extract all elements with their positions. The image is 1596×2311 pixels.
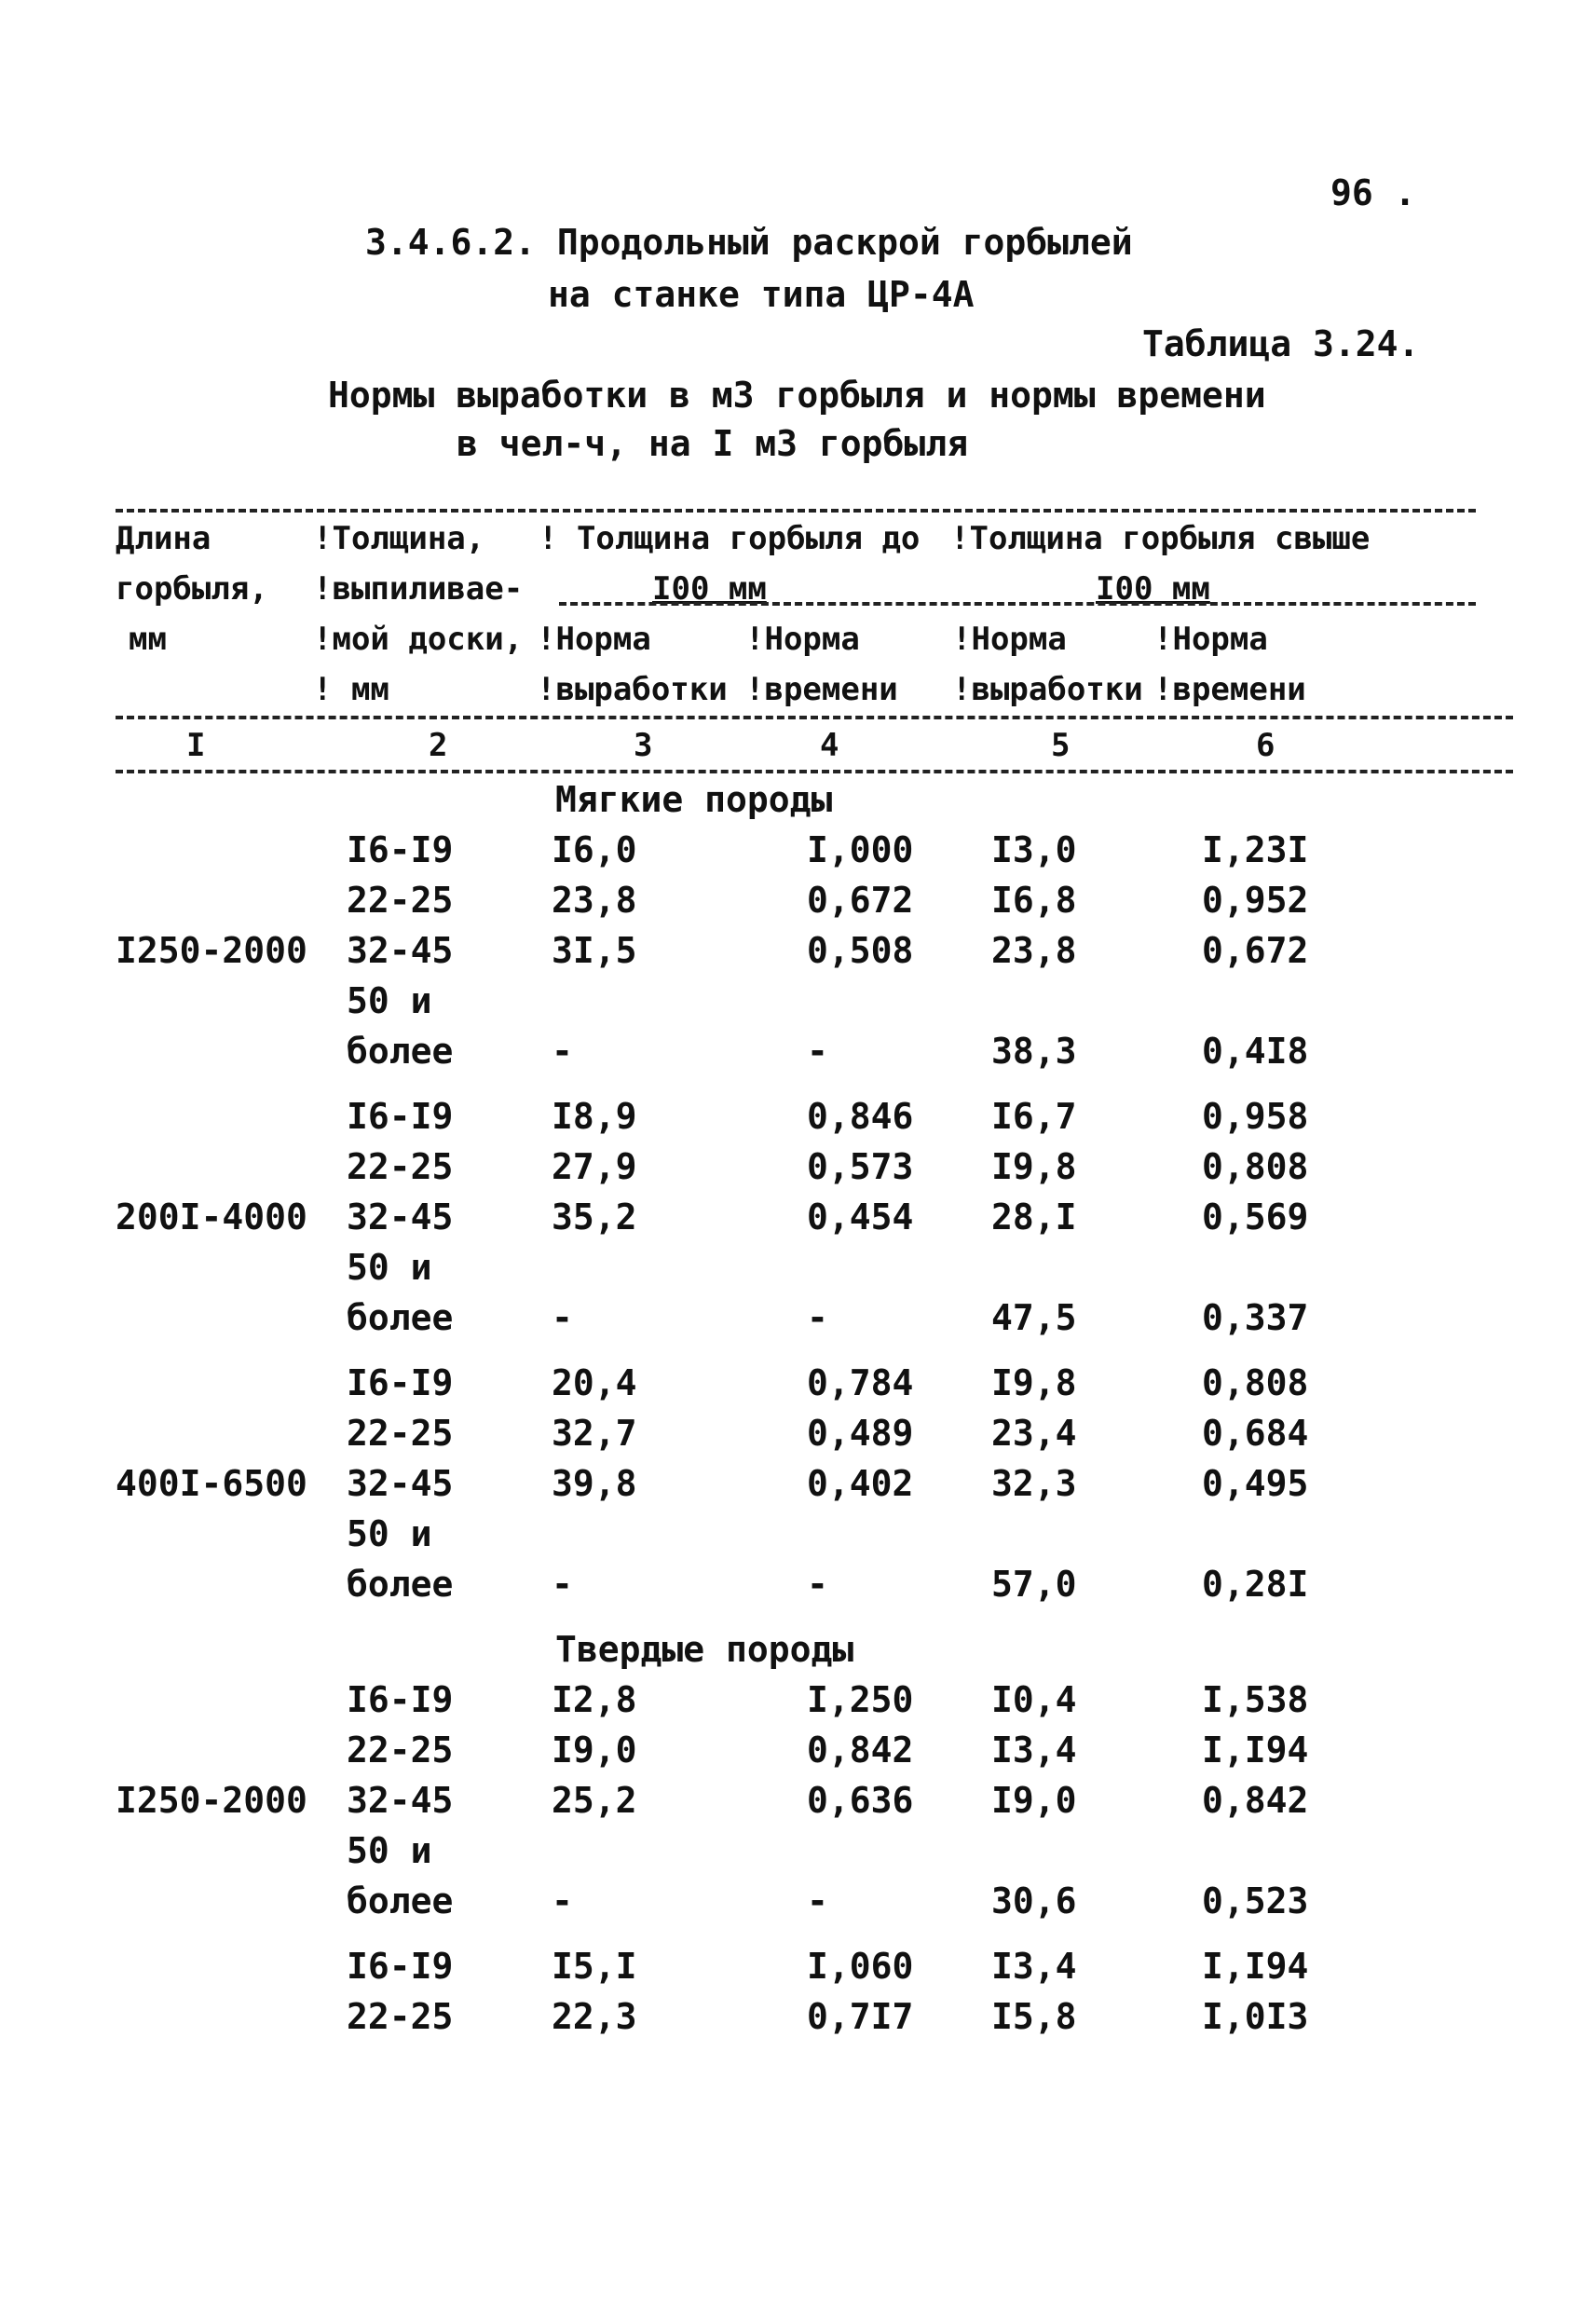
norm-value: - bbox=[552, 1880, 573, 1921]
norm-value: 20,4 bbox=[552, 1362, 637, 1403]
header-output-norm: !Норма bbox=[537, 621, 651, 658]
norm-value: 32,3 bbox=[991, 1463, 1077, 1504]
board-thickness: 22-25 bbox=[347, 1146, 454, 1187]
norm-value: I,23I bbox=[1202, 829, 1309, 870]
column-number: 2 bbox=[429, 727, 448, 764]
header-top-rule bbox=[116, 509, 1476, 513]
norm-value: 0,784 bbox=[807, 1362, 914, 1403]
norm-value: 22,3 bbox=[552, 1996, 637, 2037]
norm-value: 0,573 bbox=[807, 1146, 914, 1187]
norm-value: I,I94 bbox=[1202, 1946, 1309, 1987]
wood-group-title: Твердые породы bbox=[555, 1629, 854, 1670]
column-numbers-rule bbox=[116, 770, 1513, 773]
norm-value: 39,8 bbox=[552, 1463, 637, 1504]
header-bottom-rule bbox=[116, 716, 1513, 719]
norm-value: 27,9 bbox=[552, 1146, 637, 1187]
board-thickness: I6-I9 bbox=[347, 829, 454, 870]
norm-value: I,I94 bbox=[1202, 1730, 1309, 1771]
norm-value: 0,337 bbox=[1202, 1297, 1309, 1338]
norm-value: 23,8 bbox=[991, 930, 1077, 971]
norm-value: I8,9 bbox=[552, 1096, 637, 1137]
norm-value: I9,0 bbox=[552, 1730, 637, 1771]
board-thickness: I6-I9 bbox=[347, 1096, 454, 1137]
length-range: 200I-4000 bbox=[116, 1197, 307, 1238]
norm-value: 0,842 bbox=[1202, 1780, 1309, 1821]
board-thickness: 22-25 bbox=[347, 1413, 454, 1454]
board-thickness: 22-25 bbox=[347, 1730, 454, 1771]
norm-value: 0,523 bbox=[1202, 1880, 1309, 1921]
norm-value: 0,495 bbox=[1202, 1463, 1309, 1504]
board-thickness: 50 и bbox=[347, 1830, 432, 1871]
norm-value: 25,2 bbox=[552, 1780, 637, 1821]
board-thickness: более bbox=[347, 1880, 454, 1921]
norm-value: 57,0 bbox=[991, 1564, 1077, 1605]
table-caption: Нормы выработки в м3 горбыля и нормы времени bbox=[328, 375, 1266, 416]
norm-value: - bbox=[552, 1297, 573, 1338]
header-time-norm-over: !Норма bbox=[1153, 621, 1268, 658]
column-number: 4 bbox=[820, 727, 839, 764]
norm-value: - bbox=[807, 1880, 828, 1921]
norm-value: 0,489 bbox=[807, 1413, 914, 1454]
board-thickness: 50 и bbox=[347, 980, 432, 1021]
wood-group-title: Мягкие породы bbox=[555, 779, 833, 820]
header-length: горбыля, bbox=[116, 570, 268, 608]
norm-value: 0,808 bbox=[1202, 1362, 1309, 1403]
norm-value: I6,8 bbox=[991, 880, 1077, 921]
norm-value: 28,I bbox=[991, 1197, 1077, 1238]
board-thickness: 32-45 bbox=[347, 930, 454, 971]
norm-value: 0,672 bbox=[1202, 930, 1309, 971]
norm-value: 0,7I7 bbox=[807, 1996, 914, 2037]
header-time-norm-over: !времени bbox=[1153, 671, 1306, 708]
board-thickness: 22-25 bbox=[347, 1996, 454, 2037]
norm-value: 32,7 bbox=[552, 1413, 637, 1454]
length-range: I250-2000 bbox=[116, 1780, 307, 1821]
header-group-up-to-100-value: I00 мм bbox=[652, 570, 767, 608]
norm-value: I9,0 bbox=[991, 1780, 1077, 1821]
norm-value: 0,952 bbox=[1202, 880, 1309, 921]
section-title: 3.4.6.2. Продольный раскрой горбылей bbox=[365, 222, 1133, 263]
norm-value: 0,28I bbox=[1202, 1564, 1309, 1605]
norm-value: I3,4 bbox=[991, 1730, 1077, 1771]
norm-value: - bbox=[552, 1564, 573, 1605]
norm-value: 0,454 bbox=[807, 1197, 914, 1238]
header-group-over-100: !Толщина горбыля свыше bbox=[950, 520, 1371, 557]
board-thickness: I6-I9 bbox=[347, 1679, 454, 1720]
board-thickness: более bbox=[347, 1564, 454, 1605]
header-board-thickness: !Толщина, bbox=[313, 520, 485, 557]
header-board-thickness: !выпиливае- bbox=[313, 570, 524, 608]
header-time-norm: !времени bbox=[745, 671, 898, 708]
length-range: I250-2000 bbox=[116, 930, 307, 971]
norm-value: I0,4 bbox=[991, 1679, 1077, 1720]
norm-value: 0,672 bbox=[807, 880, 914, 921]
norm-value: - bbox=[807, 1031, 828, 1072]
header-board-thickness: ! мм bbox=[313, 671, 389, 708]
norm-value: 0,4I8 bbox=[1202, 1031, 1309, 1072]
column-number: 3 bbox=[634, 727, 653, 764]
norm-value: I,250 bbox=[807, 1679, 914, 1720]
norm-value: I3,4 bbox=[991, 1946, 1077, 1987]
norm-value: I,0I3 bbox=[1202, 1996, 1309, 2037]
norm-value: I6,0 bbox=[552, 829, 637, 870]
norm-value: 23,8 bbox=[552, 880, 637, 921]
header-group-up-to-100: ! Толщина горбыля до bbox=[539, 520, 921, 557]
norm-value: 38,3 bbox=[991, 1031, 1077, 1072]
board-thickness: 50 и bbox=[347, 1247, 432, 1288]
header-output-norm: !выработки bbox=[537, 671, 728, 708]
norm-value: I6,7 bbox=[991, 1096, 1077, 1137]
header-length: мм bbox=[129, 621, 167, 658]
header-board-thickness: !мой доски, bbox=[313, 621, 524, 658]
norm-value: I,000 bbox=[807, 829, 914, 870]
norm-value: I,538 bbox=[1202, 1679, 1309, 1720]
norm-value: - bbox=[552, 1031, 573, 1072]
board-thickness: 32-45 bbox=[347, 1780, 454, 1821]
norm-value: I5,I bbox=[552, 1946, 637, 1987]
header-group-over-100-value: I00 мм bbox=[1096, 570, 1210, 608]
norm-value: I5,8 bbox=[991, 1996, 1077, 2037]
board-thickness: 22-25 bbox=[347, 880, 454, 921]
norm-value: 23,4 bbox=[991, 1413, 1077, 1454]
norm-value: I9,8 bbox=[991, 1146, 1077, 1187]
section-subtitle: на станке типа ЦР-4А bbox=[548, 274, 975, 315]
board-thickness: более bbox=[347, 1031, 454, 1072]
table-caption-second-line: в чел-ч, на I м3 горбыля bbox=[457, 423, 969, 464]
norm-value: I2,8 bbox=[552, 1679, 637, 1720]
norm-value: 3I,5 bbox=[552, 930, 637, 971]
norm-value: 35,2 bbox=[552, 1197, 637, 1238]
header-output-norm-over: !Норма bbox=[952, 621, 1067, 658]
header-length: Длина bbox=[116, 520, 211, 557]
header-time-norm: !Норма bbox=[745, 621, 860, 658]
norm-value: 0,958 bbox=[1202, 1096, 1309, 1137]
column-number: I bbox=[186, 727, 206, 764]
board-thickness: I6-I9 bbox=[347, 1946, 454, 1987]
norm-value: 0,569 bbox=[1202, 1197, 1309, 1238]
norm-value: 0,684 bbox=[1202, 1413, 1309, 1454]
column-number: 6 bbox=[1256, 727, 1275, 764]
norm-value: 0,846 bbox=[807, 1096, 914, 1137]
table-label: Таблица 3.24. bbox=[1142, 323, 1420, 364]
page-number: 96 . bbox=[1330, 172, 1416, 213]
board-thickness: 32-45 bbox=[347, 1197, 454, 1238]
board-thickness: I6-I9 bbox=[347, 1362, 454, 1403]
board-thickness: более bbox=[347, 1297, 454, 1338]
norm-value: - bbox=[807, 1297, 828, 1338]
norm-value: 0,636 bbox=[807, 1780, 914, 1821]
board-thickness: 50 и bbox=[347, 1513, 432, 1554]
norm-value: 47,5 bbox=[991, 1297, 1077, 1338]
header-output-norm-over: !выработки bbox=[952, 671, 1143, 708]
norm-value: 30,6 bbox=[991, 1880, 1077, 1921]
norm-value: I9,8 bbox=[991, 1362, 1077, 1403]
norm-value: 0,842 bbox=[807, 1730, 914, 1771]
header-group-rule bbox=[559, 602, 1476, 606]
norm-value: 0,808 bbox=[1202, 1146, 1309, 1187]
norm-value: I,060 bbox=[807, 1946, 914, 1987]
norm-value: I3,0 bbox=[991, 829, 1077, 870]
column-number: 5 bbox=[1051, 727, 1071, 764]
board-thickness: 32-45 bbox=[347, 1463, 454, 1504]
norm-value: 0,402 bbox=[807, 1463, 914, 1504]
length-range: 400I-6500 bbox=[116, 1463, 307, 1504]
norm-value: 0,508 bbox=[807, 930, 914, 971]
norm-value: - bbox=[807, 1564, 828, 1605]
